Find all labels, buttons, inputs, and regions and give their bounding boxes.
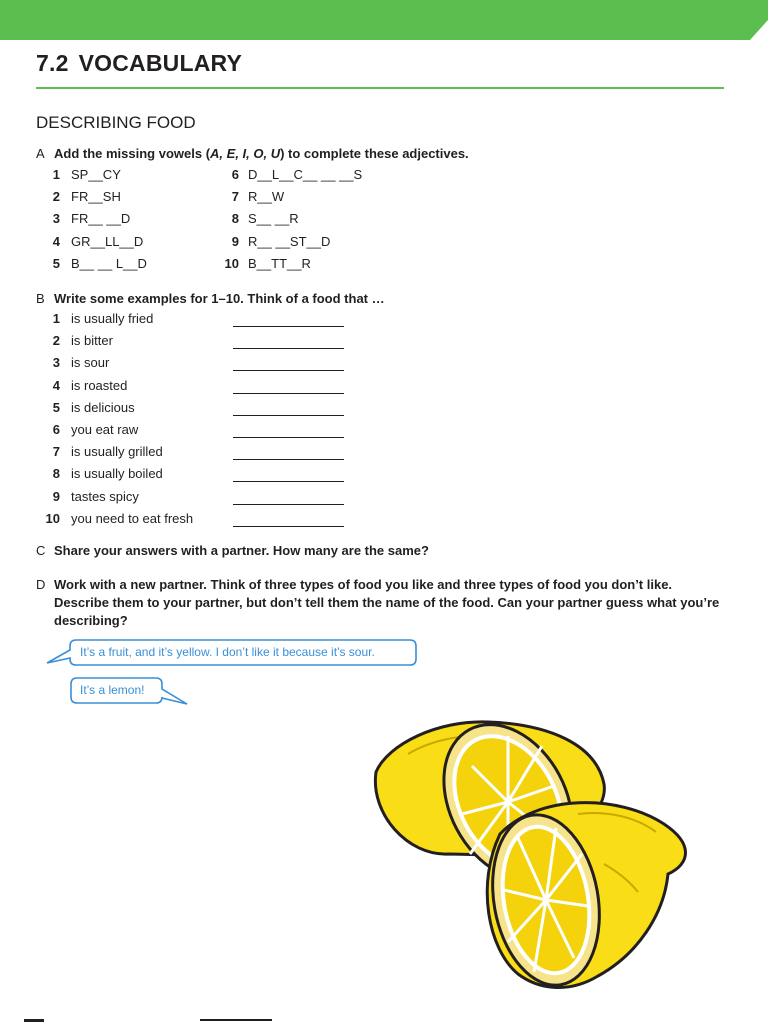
answer-blank-line[interactable]	[233, 326, 344, 327]
item-text: SP__CY	[71, 167, 121, 182]
item-number: 3	[52, 355, 60, 371]
list-item	[36, 332, 113, 350]
item-text: S__ __R	[248, 211, 299, 227]
list-item	[213, 166, 362, 184]
item-text: FR__ __D	[71, 211, 131, 227]
instruction-line: describing?	[54, 613, 128, 628]
answer-blank-line[interactable]	[233, 370, 344, 371]
item-text: you need to eat fresh	[71, 510, 194, 526]
item-text: FR__SH	[71, 189, 121, 205]
item-number: 6	[231, 167, 239, 182]
part-d-letter: D	[36, 577, 46, 592]
instruction-line: Work with a new partner. Think of three types of food you like and three types of food you don’t like.	[54, 577, 673, 592]
item-number: 4	[52, 377, 60, 393]
answer-blank-line[interactable]	[233, 348, 344, 349]
speech-bubble-2-text: It’s a lemon!	[80, 683, 145, 697]
part-a-letter: A	[36, 146, 45, 161]
item-number: 10	[45, 510, 60, 526]
item-number: 5	[52, 399, 60, 415]
speech-bubble-2	[70, 677, 190, 705]
item-number: 8	[231, 211, 239, 227]
list-item	[36, 421, 138, 439]
answer-blank-line[interactable]	[233, 526, 344, 527]
part-b-instruction: Write some examples for 1–10. Think of a food that …	[54, 291, 385, 306]
item-number: 5	[52, 255, 60, 271]
instruction-line: Describe them to your partner, but don’t tell them the name of the food. Can your partner guess what you’re	[54, 595, 720, 610]
item-text: you eat raw	[71, 422, 139, 437]
list-item	[36, 377, 127, 395]
item-number: 1	[52, 311, 60, 326]
part-d-instruction	[54, 576, 719, 630]
list-item	[36, 255, 147, 273]
answer-blank-line[interactable]	[233, 415, 344, 416]
item-text: is usually grilled	[71, 444, 163, 460]
subtitle: DESCRIBING FOOD	[36, 113, 196, 132]
list-item	[213, 255, 311, 273]
item-number: 9	[231, 233, 239, 249]
item-number: 3	[52, 211, 60, 227]
answer-blank-line[interactable]	[233, 393, 344, 394]
part-b-letter: B	[36, 291, 45, 306]
item-number: 1	[52, 167, 60, 182]
item-number: 9	[52, 488, 60, 504]
speech-bubble-1	[46, 639, 418, 667]
instruction-vowels: A, E, I, O, U	[210, 146, 281, 161]
item-number: 6	[52, 422, 60, 437]
list-item	[213, 233, 330, 251]
item-text: R__ __ST__D	[248, 233, 331, 249]
item-text: tastes spicy	[71, 488, 139, 504]
part-c-letter: C	[36, 543, 46, 558]
list-item	[36, 488, 139, 506]
item-text: is delicious	[71, 399, 135, 415]
answer-blank-line[interactable]	[233, 481, 344, 482]
speech-bubble-1-text: It’s a fruit, and it’s yellow. I don’t like it because it’s sour.	[80, 645, 375, 659]
item-text: R__W	[248, 189, 285, 205]
list-item	[36, 510, 193, 528]
section-title: VOCABULARY	[78, 50, 243, 76]
item-number: 8	[52, 466, 60, 482]
list-item	[213, 210, 299, 228]
item-text: is usually fried	[71, 311, 154, 326]
part-a-instruction	[54, 145, 469, 163]
item-text: B__TT__R	[248, 255, 311, 271]
header-band	[0, 0, 768, 40]
list-item	[36, 166, 121, 184]
item-text: GR__LL__D	[71, 233, 144, 249]
item-text: B__ __ L__D	[71, 255, 147, 271]
list-item	[36, 310, 153, 328]
title-divider	[36, 87, 724, 89]
item-number: 7	[231, 189, 239, 205]
list-item	[36, 233, 143, 251]
item-number: 10	[224, 255, 239, 271]
footer-mark	[24, 1019, 44, 1022]
list-item	[36, 210, 130, 228]
item-text: is bitter	[71, 333, 113, 349]
section-number: 7.2	[36, 50, 69, 76]
item-number: 2	[52, 333, 60, 349]
list-item	[213, 188, 284, 206]
list-item	[36, 443, 163, 461]
lemon-front-half	[480, 803, 686, 994]
item-text: is roasted	[71, 377, 128, 393]
item-text: D__L__C__ __ __S	[248, 167, 363, 182]
item-number: 4	[52, 233, 60, 249]
list-item	[36, 399, 135, 417]
item-number: 7	[52, 444, 60, 460]
lemon-halves-illustration	[368, 714, 694, 1004]
instruction-text: Add the missing vowels (	[54, 146, 211, 161]
footer-rule	[200, 1019, 272, 1021]
part-c-instruction: Share your answers with a partner. How many are the same?	[54, 543, 429, 558]
answer-blank-line[interactable]	[233, 437, 344, 438]
list-item	[36, 465, 163, 483]
list-item	[36, 354, 109, 372]
instruction-text: ) to complete these adjectives.	[280, 146, 469, 161]
item-number: 2	[52, 189, 60, 205]
answer-blank-line[interactable]	[233, 504, 344, 505]
answer-blank-line[interactable]	[233, 459, 344, 460]
list-item	[36, 188, 121, 206]
item-text: is usually boiled	[71, 466, 163, 482]
item-text: is sour	[71, 355, 110, 371]
page-title	[36, 50, 242, 77]
